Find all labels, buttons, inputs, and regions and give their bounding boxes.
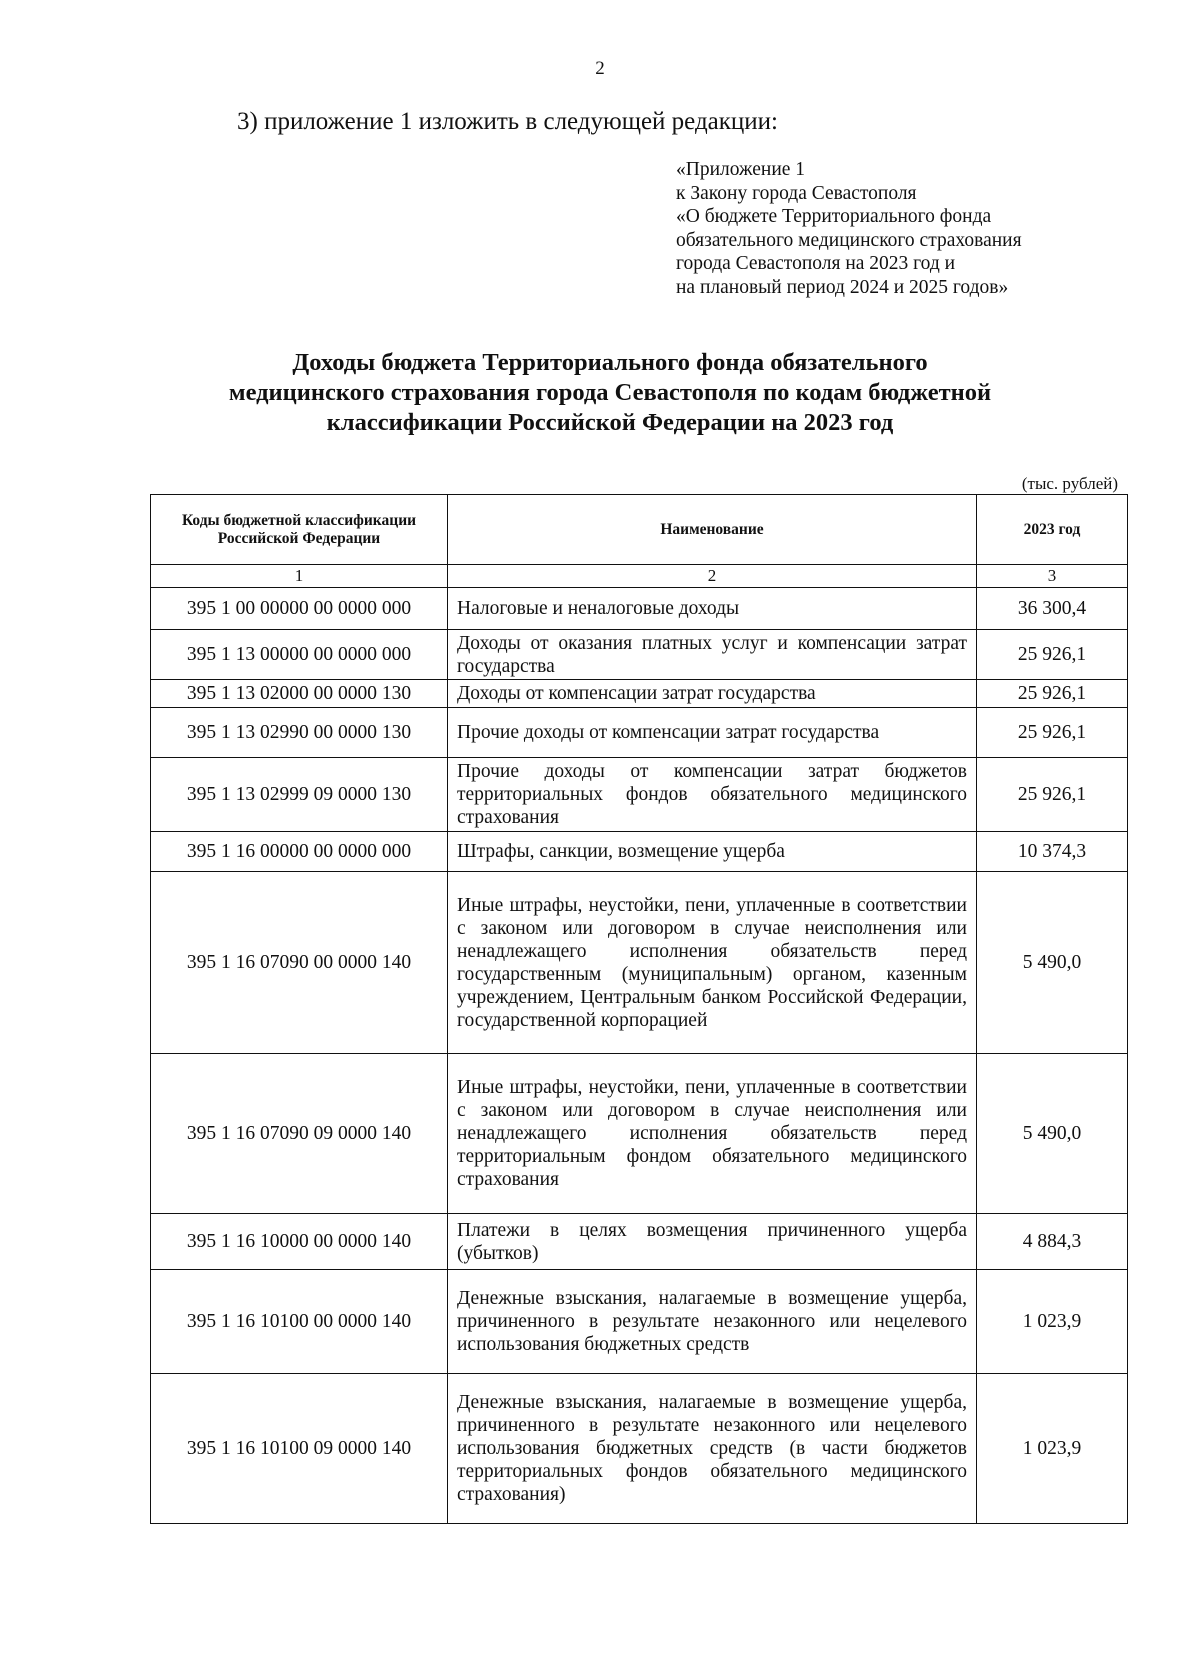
- income-name: Платежи в целях возмещения причиненного ущерба (убытков): [448, 1214, 977, 1270]
- budget-code: 395 1 16 07090 00 0000 140: [151, 872, 448, 1054]
- budget-code: 395 1 13 02999 09 0000 130: [151, 758, 448, 832]
- header-value: 2023 год: [977, 495, 1128, 565]
- column-number-row: [151, 565, 1128, 588]
- income-name: Прочие доходы от компенсации затрат государства: [448, 708, 977, 758]
- budget-code: 395 1 16 00000 00 0000 000: [151, 832, 448, 872]
- units-label: (тыс. рублей): [1021, 474, 1118, 493]
- table-row: [151, 588, 1128, 630]
- income-name: Штрафы, санкции, возмещение ущерба: [448, 832, 977, 872]
- amount: 5 490,0: [977, 1054, 1128, 1214]
- title-line: классификации Российской Федерации на 2023 год: [326, 409, 894, 436]
- table-row: [151, 1374, 1128, 1524]
- annex-line: обязательного медицинского страхования: [676, 229, 1022, 251]
- amount: 4 884,3: [977, 1214, 1128, 1270]
- budget-code: 395 1 16 10000 00 0000 140: [151, 1214, 448, 1270]
- income-name: Доходы от компенсации затрат государства: [448, 680, 977, 708]
- amount: 10 374,3: [977, 832, 1128, 872]
- annex-line: «Приложение 1: [676, 159, 806, 180]
- annex-line: на плановый период 2024 и 2025 годов»: [676, 276, 1009, 298]
- table-row: [151, 872, 1128, 1054]
- budget-code: 395 1 13 02990 00 0000 130: [151, 708, 448, 758]
- document-title: [150, 348, 1070, 438]
- table-row: [151, 630, 1128, 680]
- budget-code: 395 1 00 00000 00 0000 000: [151, 588, 448, 630]
- income-name: Денежные взыскания, налагаемые в возмещение ущерба, причиненного в результате незаконного или нецелевого использования бюджетных средств: [448, 1270, 977, 1374]
- income-table: [150, 494, 1128, 1524]
- amount: 25 926,1: [977, 680, 1128, 708]
- table-row: [151, 758, 1128, 832]
- column-number: 3: [977, 565, 1128, 588]
- annex-line: «О бюджете Территориального фонда: [676, 206, 992, 227]
- page-number: 2: [595, 58, 605, 79]
- title-line: медицинского страхования города Севастополя по кодам бюджетной: [228, 379, 992, 406]
- column-number: 2: [448, 565, 977, 588]
- budget-code: 395 1 16 07090 09 0000 140: [151, 1054, 448, 1214]
- amount: 1 023,9: [977, 1270, 1128, 1374]
- table-row: [151, 1054, 1128, 1214]
- amount: 25 926,1: [977, 708, 1128, 758]
- amount: 1 023,9: [977, 1374, 1128, 1524]
- income-name: Иные штрафы, неустойки, пени, уплаченные в соответствии с законом или договором в случае неисполнения или ненадлежащего исполнения обязательств перед государственным (муниципальным) органом, казенным учреждением, Центральным банком Российской Федерации, государственной корпорацией: [448, 872, 977, 1054]
- budget-code: 395 1 16 10100 00 0000 140: [151, 1270, 448, 1374]
- amount: 25 926,1: [977, 630, 1128, 680]
- annex-line: к Закону города Севастополя: [676, 182, 917, 204]
- title-line: Доходы бюджета Территориального фонда обязательного: [292, 349, 928, 376]
- header-code: Коды бюджетной классификации Российской Федерации: [151, 495, 448, 565]
- income-name: Прочие доходы от компенсации затрат бюджетов территориальных фондов обязательного медицинского страхования: [448, 758, 977, 832]
- amount: 5 490,0: [977, 872, 1128, 1054]
- budget-code: 395 1 13 02000 00 0000 130: [151, 680, 448, 708]
- column-number: 1: [151, 565, 448, 588]
- table-row: [151, 680, 1128, 708]
- annex-reference: [676, 158, 1022, 299]
- income-name: Доходы от оказания платных услуг и компенсации затрат государства: [448, 630, 977, 680]
- income-name: Иные штрафы, неустойки, пени, уплаченные в соответствии с законом или договором в случае неисполнения или ненадлежащего исполнения обязательств перед территориальным фондом обязательного медицинского страхования: [448, 1054, 977, 1214]
- table-row: [151, 1214, 1128, 1270]
- amount: 25 926,1: [977, 758, 1128, 832]
- budget-code: 395 1 13 00000 00 0000 000: [151, 630, 448, 680]
- header-row: [151, 495, 1128, 565]
- annex-line: города Севастополя на 2023 год и: [676, 253, 956, 274]
- amount: 36 300,4: [977, 588, 1128, 630]
- table-row: [151, 832, 1128, 872]
- table-row: [151, 1270, 1128, 1374]
- income-name: Налоговые и неналоговые доходы: [448, 588, 977, 630]
- budget-code: 395 1 16 10100 09 0000 140: [151, 1374, 448, 1524]
- amendment-intro: 3) приложение 1 изложить в следующей редакции:: [237, 108, 778, 135]
- header-name: Наименование: [448, 495, 977, 565]
- income-name: Денежные взыскания, налагаемые в возмещение ущерба, причиненного в результате незаконного или нецелевого использования бюджетных средств (в части бюджетов территориальных фондов обязательного медицинского страхования): [448, 1374, 977, 1524]
- table-row: [151, 708, 1128, 758]
